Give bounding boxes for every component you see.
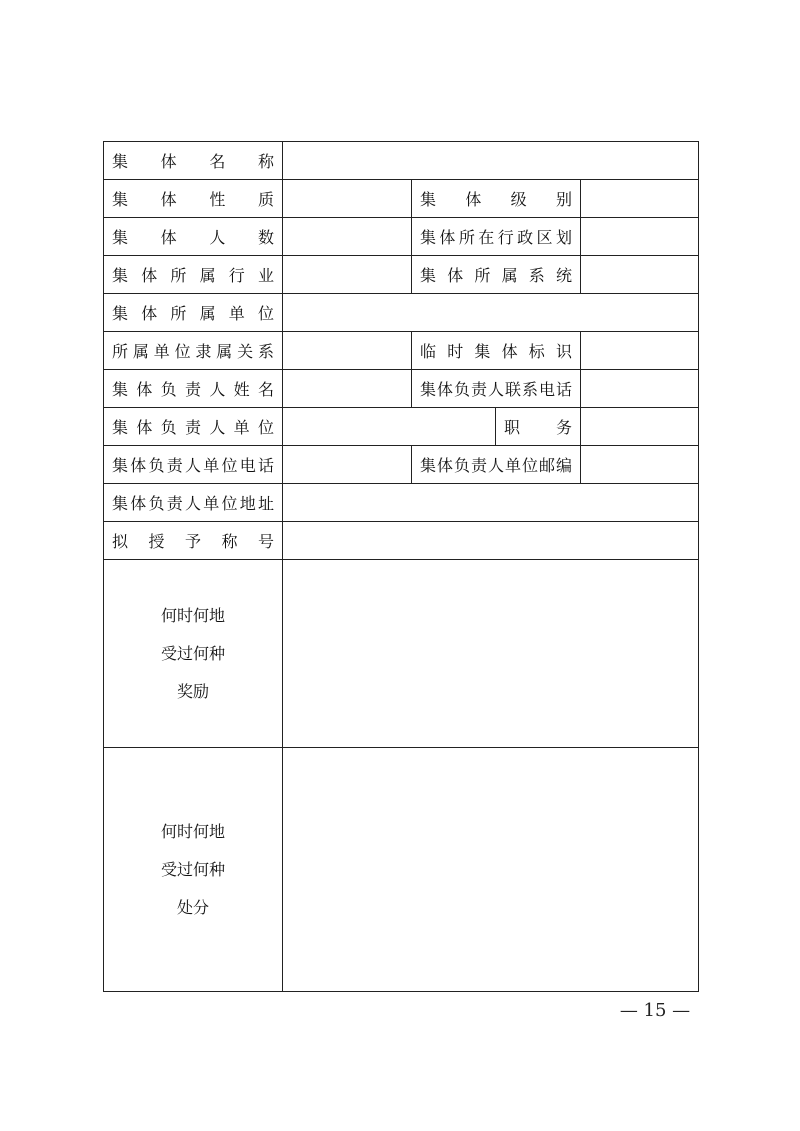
label-awards bbox=[104, 560, 283, 748]
field-leader-phone[interactable] bbox=[581, 370, 699, 408]
awards-line-3: 奖励 bbox=[176, 681, 209, 701]
field-leader-unit-address[interactable] bbox=[283, 484, 699, 522]
label-affiliation: 所属单位隶属关系 bbox=[104, 332, 283, 370]
label-leader-unit-postcode: 集体负责人单位邮编 bbox=[412, 446, 581, 484]
field-awards[interactable] bbox=[283, 560, 699, 748]
label-unit: 集体所属单位 bbox=[104, 294, 283, 332]
field-temp-flag[interactable] bbox=[581, 332, 699, 370]
row-leader-unit-address bbox=[104, 484, 699, 522]
label-position: 职务 bbox=[496, 408, 581, 446]
field-leader-unit-postcode[interactable] bbox=[581, 446, 699, 484]
field-leader-unit-phone[interactable] bbox=[283, 446, 412, 484]
row-penalties bbox=[104, 748, 699, 992]
field-position[interactable] bbox=[581, 408, 699, 446]
row-awards bbox=[104, 560, 699, 748]
field-admin-region[interactable] bbox=[581, 218, 699, 256]
label-leader-name: 集体负责人姓名 bbox=[104, 370, 283, 408]
field-collective-nature[interactable] bbox=[283, 180, 412, 218]
row-proposed-title bbox=[104, 522, 699, 560]
row-leader-name bbox=[104, 370, 699, 408]
label-leader-phone: 集体负责人联系电话 bbox=[412, 370, 581, 408]
label-collective-nature: 集体性质 bbox=[104, 180, 283, 218]
penalties-line-3: 处分 bbox=[176, 897, 209, 917]
field-system[interactable] bbox=[581, 256, 699, 294]
field-industry[interactable] bbox=[283, 256, 412, 294]
awards-line-1: 何时何地 bbox=[160, 605, 225, 625]
row-collective-name bbox=[104, 142, 699, 180]
field-leader-unit[interactable] bbox=[283, 408, 496, 446]
row-industry bbox=[104, 256, 699, 294]
penalties-line-1: 何时何地 bbox=[160, 821, 225, 841]
label-collective-level: 集体级别 bbox=[412, 180, 581, 218]
label-penalties bbox=[104, 748, 283, 992]
page-number: — 15 — bbox=[619, 1000, 691, 1021]
collective-info-form bbox=[103, 141, 699, 992]
label-industry: 集体所属行业 bbox=[104, 256, 283, 294]
label-temp-flag: 临时集体标识 bbox=[412, 332, 581, 370]
penalties-line-2: 受过何种 bbox=[160, 859, 225, 879]
field-affiliation[interactable] bbox=[283, 332, 412, 370]
field-proposed-title[interactable] bbox=[283, 522, 699, 560]
label-leader-unit-phone: 集体负责人单位电话 bbox=[104, 446, 283, 484]
label-leader-unit: 集体负责人单位 bbox=[104, 408, 283, 446]
row-affiliation bbox=[104, 332, 699, 370]
row-leader-unit bbox=[104, 408, 699, 446]
awards-line-2: 受过何种 bbox=[160, 643, 225, 663]
label-proposed-title: 拟授予称号 bbox=[104, 522, 283, 560]
field-unit[interactable] bbox=[283, 294, 699, 332]
label-admin-region: 集体所在行政区划 bbox=[412, 218, 581, 256]
field-headcount[interactable] bbox=[283, 218, 412, 256]
field-collective-level[interactable] bbox=[581, 180, 699, 218]
field-collective-name[interactable] bbox=[283, 142, 699, 180]
label-collective-name: 集体名称 bbox=[104, 142, 283, 180]
row-collective-nature bbox=[104, 180, 699, 218]
label-system: 集体所属系统 bbox=[412, 256, 581, 294]
row-leader-unit-phone bbox=[104, 446, 699, 484]
label-headcount: 集体人数 bbox=[104, 218, 283, 256]
field-leader-name[interactable] bbox=[283, 370, 412, 408]
label-leader-unit-address: 集体负责人单位地址 bbox=[104, 484, 283, 522]
row-unit bbox=[104, 294, 699, 332]
row-headcount bbox=[104, 218, 699, 256]
field-penalties[interactable] bbox=[283, 748, 699, 992]
